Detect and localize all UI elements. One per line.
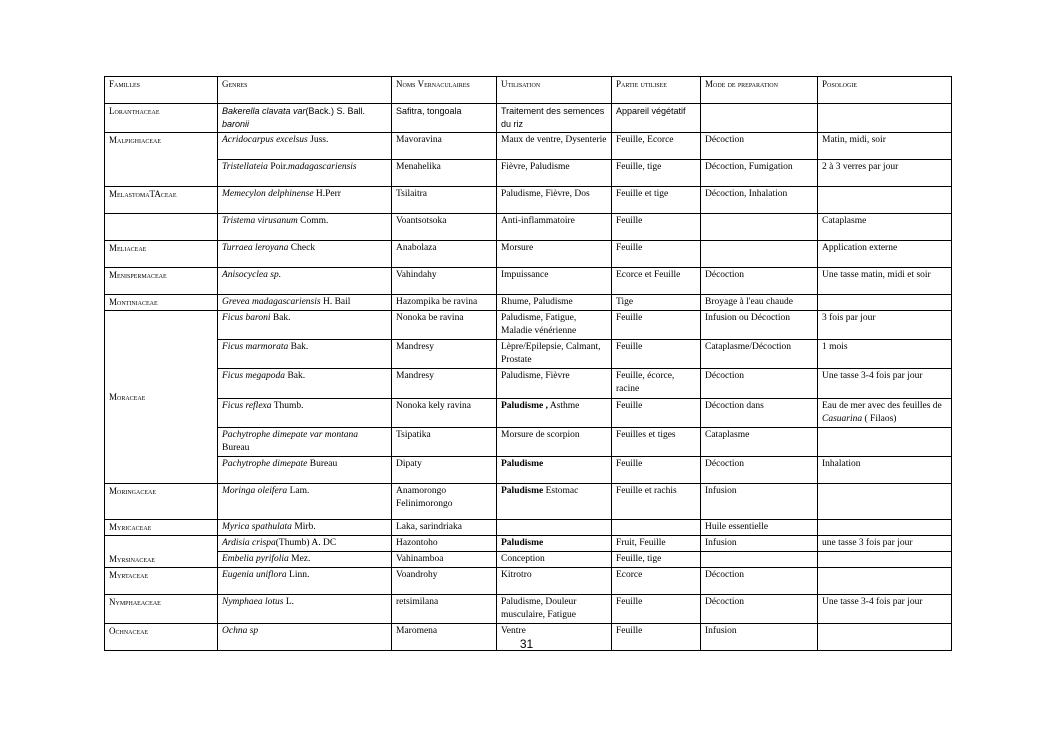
famille-cell: Loranthaceae — [105, 104, 218, 133]
header-genres: Genres — [218, 77, 392, 104]
nom-cell: Voandrohy — [392, 568, 497, 595]
genre-cell: Embelia pyrifolia Mez. — [218, 552, 392, 568]
mode-cell — [701, 214, 818, 241]
table-row — [105, 369, 952, 399]
utilisation-cell: Anti-inflammatoire — [497, 214, 612, 241]
table-row — [105, 568, 952, 595]
genre-cell: Ardisia crispa(Thumb) A. DC — [218, 536, 392, 552]
posologie-cell — [818, 484, 952, 520]
table-row — [105, 104, 952, 133]
table-row — [105, 214, 952, 241]
utilisation-cell: Kitrotro — [497, 568, 612, 595]
mode-cell: Décoction dans — [701, 399, 818, 428]
nom-cell: Tsipatika — [392, 428, 497, 457]
famille-cell: Montiniaceae — [105, 295, 218, 311]
mode-cell: Infusion — [701, 536, 818, 552]
nom-cell: Menahelika — [392, 160, 497, 187]
famille-cell: Meliaceae — [105, 241, 218, 268]
mode-cell: Infusion ou Décoction — [701, 311, 818, 340]
utilisation-cell: Ventre — [497, 624, 612, 651]
table-row — [105, 520, 952, 536]
genre-cell: Acridocarpus excelsus Juss. — [218, 133, 392, 160]
mode-cell: Cataplasme/Décoction — [701, 340, 818, 369]
table-row — [105, 399, 952, 428]
utilisation-cell: Rhume, Paludisme — [497, 295, 612, 311]
genre-cell: Nymphaea lotus L. — [218, 595, 392, 624]
nom-cell: Mandresy — [392, 369, 497, 399]
posologie-cell — [818, 552, 952, 568]
nom-cell: retsimilana — [392, 595, 497, 624]
nom-cell: Safitra, tongoala — [392, 104, 497, 133]
posologie-cell — [818, 187, 952, 214]
mode-cell: Décoction — [701, 568, 818, 595]
genre-cell: Ficus marmorata Bak. — [218, 340, 392, 369]
utilisation-cell: Conception — [497, 552, 612, 568]
mode-cell: Cataplasme — [701, 428, 818, 457]
posologie-cell — [818, 295, 952, 311]
mode-cell: Décoction — [701, 595, 818, 624]
utilisation-cell: Traitement des semences du riz — [497, 104, 612, 133]
table-row — [105, 484, 952, 520]
table-row — [105, 160, 952, 187]
partie-cell: Feuille — [612, 595, 701, 624]
famille-cell: Nymphaeaceae — [105, 595, 218, 624]
partie-cell: Feuille — [612, 340, 701, 369]
table-row — [105, 552, 952, 568]
partie-cell: Feuille, Ecorce — [612, 133, 701, 160]
utilisation-cell: Paludisme, Douleur musculaire, Fatigue — [497, 595, 612, 624]
utilisation-cell — [497, 520, 612, 536]
genre-cell: Eugenia uniflora Linn. — [218, 568, 392, 595]
nom-cell: Nonoka kely ravina — [392, 399, 497, 428]
mode-cell: Huile essentielle — [701, 520, 818, 536]
genre-cell: Ochna sp — [218, 624, 392, 651]
utilisation-cell: Impuissance — [497, 268, 612, 295]
mode-cell — [701, 552, 818, 568]
table-row — [105, 457, 952, 484]
mode-cell: Décoction — [701, 133, 818, 160]
mode-cell: Décoction, Inhalation — [701, 187, 818, 214]
table-header-row — [105, 77, 952, 104]
posologie-cell: Matin, midi, soir — [818, 133, 952, 160]
partie-cell: Tige — [612, 295, 701, 311]
nom-cell: Nonoka be ravina — [392, 311, 497, 340]
partie-cell: Feuille et tige — [612, 187, 701, 214]
partie-cell: Feuille, écorce, racine — [612, 369, 701, 399]
famille-cell: Moringaceae — [105, 484, 218, 520]
genre-cell: Pachytrophe dimepate var montana Bureau — [218, 428, 392, 457]
mode-cell: Décoction, Fumigation — [701, 160, 818, 187]
partie-cell — [612, 520, 701, 536]
nom-cell: Vahinamboa — [392, 552, 497, 568]
partie-cell: Ecorce et Feuille — [612, 268, 701, 295]
famille-cell: Ochnaceae — [105, 624, 218, 651]
utilisation-cell: Fièvre, Paludisme — [497, 160, 612, 187]
partie-cell: Fruit, Feuille — [612, 536, 701, 552]
mode-cell: Décoction — [701, 369, 818, 399]
utilisation-cell: Paludisme, Fatigue, Maladie vénérienne — [497, 311, 612, 340]
nom-cell: Hazompika be ravina — [392, 295, 497, 311]
genre-cell: Anisocyclea sp. — [218, 268, 392, 295]
posologie-cell — [818, 520, 952, 536]
header-noms: Noms Vernaculaires — [392, 77, 497, 104]
genre-cell: Tristema virusanum Comm. — [218, 214, 392, 241]
table-row — [105, 536, 952, 552]
famille-cell: Moraceae — [105, 311, 218, 484]
genre-cell: Pachytrophe dimepate Bureau — [218, 457, 392, 484]
partie-cell: Feuilles et tiges — [612, 428, 701, 457]
table-row — [105, 133, 952, 160]
posologie-cell — [818, 568, 952, 595]
nom-cell: Hazontoho — [392, 536, 497, 552]
utilisation-cell: Lèpre/Epilepsie, Calmant, Prostate — [497, 340, 612, 369]
genre-cell: Grevea madagascariensis H. Bail — [218, 295, 392, 311]
posologie-cell: 3 fois par jour — [818, 311, 952, 340]
famille-cell — [105, 214, 218, 241]
famille-cell: MelastomaTAceae — [105, 187, 218, 214]
table-row — [105, 340, 952, 369]
genre-cell: Tristellateia Poir.madagascariensis — [218, 160, 392, 187]
posologie-cell — [818, 428, 952, 457]
nom-cell: Mavoravina — [392, 133, 497, 160]
partie-cell: Feuille — [612, 311, 701, 340]
table-row — [105, 187, 952, 214]
utilisation-cell: Paludisme, Fièvre, Dos — [497, 187, 612, 214]
header-familles: Familles — [105, 77, 218, 104]
partie-cell: Feuille, tige — [612, 552, 701, 568]
header-partie: Partie utilisee — [612, 77, 701, 104]
famille-cell: Myricaceae — [105, 520, 218, 536]
genre-cell: Moringa oleifera Lam. — [218, 484, 392, 520]
partie-cell: Feuille, tige — [612, 160, 701, 187]
utilisation-cell: Paludisme , Asthme — [497, 399, 612, 428]
posologie-cell — [818, 104, 952, 133]
posologie-cell: 2 à 3 verres par jour — [818, 160, 952, 187]
utilisation-cell: Paludisme, Fièvre — [497, 369, 612, 399]
utilisation-cell: Morsure — [497, 241, 612, 268]
utilisation-cell: Paludisme Estomac — [497, 484, 612, 520]
nom-cell: Mandresy — [392, 340, 497, 369]
header-posologie: Posologie — [818, 77, 952, 104]
table-row — [105, 428, 952, 457]
genre-cell: Memecylon delphinense H.Perr — [218, 187, 392, 214]
posologie-cell: Application externe — [818, 241, 952, 268]
nom-cell: Anamorongo Felinimorongo — [392, 484, 497, 520]
genre-cell: Bakerella clavata var(Back.) S. Ball. baronii — [218, 104, 392, 133]
table-row — [105, 595, 952, 624]
utilisation-cell: Morsure de scorpion — [497, 428, 612, 457]
mode-cell: Broyage à l'eau chaude — [701, 295, 818, 311]
table-row — [105, 311, 952, 340]
nom-cell: Dipaty — [392, 457, 497, 484]
partie-cell: Ecorce — [612, 568, 701, 595]
partie-cell: Feuille — [612, 399, 701, 428]
partie-cell: Feuille et rachis — [612, 484, 701, 520]
posologie-cell: Eau de mer avec des feuilles de Casuarina ( Filaos) — [818, 399, 952, 428]
utilisation-cell: Paludisme — [497, 457, 612, 484]
famille-cell: Myrsinaceae — [105, 536, 218, 568]
famille-cell: Myrtaceae — [105, 568, 218, 595]
posologie-cell: Inhalation — [818, 457, 952, 484]
mode-cell — [701, 104, 818, 133]
partie-cell: Feuille — [612, 624, 701, 651]
mode-cell — [701, 241, 818, 268]
table-row — [105, 241, 952, 268]
genre-cell: Turraea leroyana Check — [218, 241, 392, 268]
famille-cell: Menispermaceae — [105, 268, 218, 295]
partie-cell: Appareil végétatif — [612, 104, 701, 133]
partie-cell: Feuille — [612, 241, 701, 268]
famille-cell: Malpighiaceae — [105, 133, 218, 187]
posologie-cell: Cataplasme — [818, 214, 952, 241]
nom-cell: Vahindahy — [392, 268, 497, 295]
genre-cell: Ficus reflexa Thumb. — [218, 399, 392, 428]
partie-cell: Feuille — [612, 214, 701, 241]
nom-cell: Tsilaitra — [392, 187, 497, 214]
genre-cell: Ficus baroni Bak. — [218, 311, 392, 340]
posologie-cell: Une tasse 3-4 fois par jour — [818, 369, 952, 399]
mode-cell: Infusion — [701, 484, 818, 520]
posologie-cell: 1 mois — [818, 340, 952, 369]
nom-cell: Voantsotsoka — [392, 214, 497, 241]
header-mode: Mode de preparation — [701, 77, 818, 104]
mode-cell: Infusion — [701, 624, 818, 651]
genre-cell: Myrica spathulata Mirb. — [218, 520, 392, 536]
posologie-cell: Une tasse 3-4 fois par jour — [818, 595, 952, 624]
mode-cell: Décoction — [701, 268, 818, 295]
genre-cell: Ficus megapoda Bak. — [218, 369, 392, 399]
page-number: 31 — [519, 637, 534, 651]
partie-cell: Feuille — [612, 457, 701, 484]
nom-cell: Maromena — [392, 624, 497, 651]
nom-cell: Laka, sarindriaka — [392, 520, 497, 536]
posologie-cell: Une tasse matin, midi et soir — [818, 268, 952, 295]
table-row — [105, 268, 952, 295]
nom-cell: Anabolaza — [392, 241, 497, 268]
utilisation-cell: Paludisme — [497, 536, 612, 552]
mode-cell: Décoction — [701, 457, 818, 484]
posologie-cell: une tasse 3 fois par jour — [818, 536, 952, 552]
table-row — [105, 295, 952, 311]
header-utilisation: Utilisation — [497, 77, 612, 104]
plants-table — [104, 76, 952, 651]
utilisation-cell: Maux de ventre, Dysenterie — [497, 133, 612, 160]
